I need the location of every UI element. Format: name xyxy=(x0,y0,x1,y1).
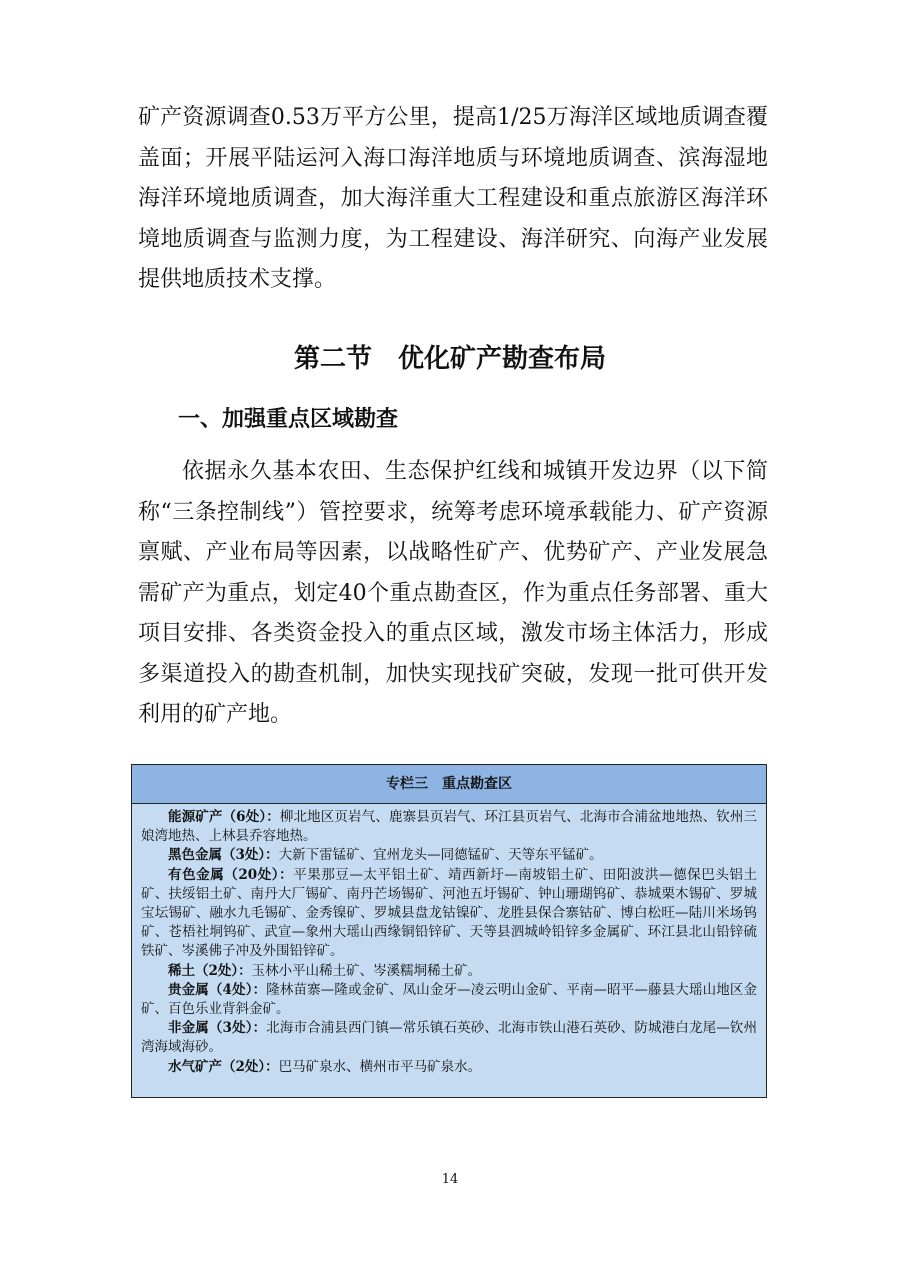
box-entry-energy xyxy=(141,808,757,846)
box-entry-rare-earth xyxy=(141,962,757,981)
entry-text: 平果那豆—太平铝土矿、靖西新圩—南坡铝土矿、田阳波洪—德保巴头铝土矿、扶绥铝土矿、南丹大厂锡矿、南丹芒场锡矿、河池五圩锡矿、钟山珊瑚钨矿、恭城栗木锡矿、罗城宝坛锡矿、融水九毛锡矿、金秀镍矿、罗城县盘龙钴镍矿、龙胜县保合寨钴矿、博白松旺—陆川米场钨矿、苍梧社垌钨矿、武宣—象州大瑶山西缘铜铅锌矿、天等县泗城岭铅锌多金属矿、环江县北山铅锌硫铁矿、岑溪佛子冲及外围铅锌矿。 xyxy=(141,866,757,960)
entry-category: 有色金属（20处）： xyxy=(168,866,294,883)
subsection-title: 一、加强重点区域勘查 xyxy=(178,407,399,432)
entry-text: 北海市合浦县西门镇—常乐镇石英砂、北海市铁山港石英砂、防城港白龙尾—钦州湾海域海砂。 xyxy=(141,1020,757,1056)
paragraph-marine-geology: 矿产资源调查0.53万平方公里，提高1/25万海洋区域地质调查覆盖面；开展平陆运河入海口海洋地质与环境地质调查、滨海湿地海洋环境地质调查，加大海洋重大工程建设和重点旅游区海洋环境地质调查与监测力度，为工程建设、海洋研究、向海产业发展提供地质技术支撑。 xyxy=(138,105,768,292)
entry-category: 稀土（2处）： xyxy=(168,962,252,979)
column-box-key-exploration-areas xyxy=(131,764,767,1098)
entry-text: 大新下雷锰矿、宜州龙头—同德锰矿、天等东平锰矿。 xyxy=(278,847,603,864)
box-entry-precious-metal xyxy=(141,981,757,1019)
entry-text: 玉林小平山稀土矿、岑溪糯垌稀土矿。 xyxy=(251,962,482,979)
entry-text: 巴马矿泉水、横州市平马矿泉水。 xyxy=(278,1058,482,1075)
entry-text: 柳北地区页岩气、鹿寨县页岩气、环江县页岩气、北海市合浦盆地地热、钦州三娘湾地热、上林县乔容地热。 xyxy=(141,809,757,845)
paragraph-key-exploration-areas: 依据永久基本农田、生态保护红线和城镇开发边界（以下简称“三条控制线”）管控要求，统筹考虑环境承载能力、矿产资源禀赋、产业布局等因素，以战略性矿产、优势矿产、产业发展急需矿产为重点，划定40个重点勘查区，作为重点任务部署、重大项目安排、各类资金投入的重点区域，激发市场主体活力，形成多渠道投入的勘查机制，加快实现找矿突破，发现一批可供开发利用的矿产地。 xyxy=(138,459,768,727)
box-title: 专栏三 重点勘查区 xyxy=(132,765,766,804)
entry-category: 水气矿产（2处）： xyxy=(168,1058,279,1075)
box-entry-nonmetal xyxy=(141,1019,757,1057)
box-body xyxy=(132,804,766,1077)
entry-category: 黑色金属（3处）： xyxy=(168,847,279,864)
entry-category: 能源矿产（6处）： xyxy=(168,809,280,825)
box-entry-water-gas xyxy=(141,1058,757,1077)
entry-text: 隆林苗寨—隆或金矿、凤山金牙—凌云明山金矿、平南—昭平—藤县大瑶山地区金矿、百色乐业背斜金矿。 xyxy=(141,981,757,1018)
entry-category: 贵金属（4处）： xyxy=(168,981,267,998)
box-entry-nonferrous xyxy=(141,866,757,962)
entry-category: 非金属（3处）： xyxy=(168,1020,267,1037)
section-title: 第二节 优化矿产勘查布局 xyxy=(293,344,606,374)
box-entry-ferrous xyxy=(141,846,757,865)
page-number: 14 xyxy=(441,1172,459,1187)
